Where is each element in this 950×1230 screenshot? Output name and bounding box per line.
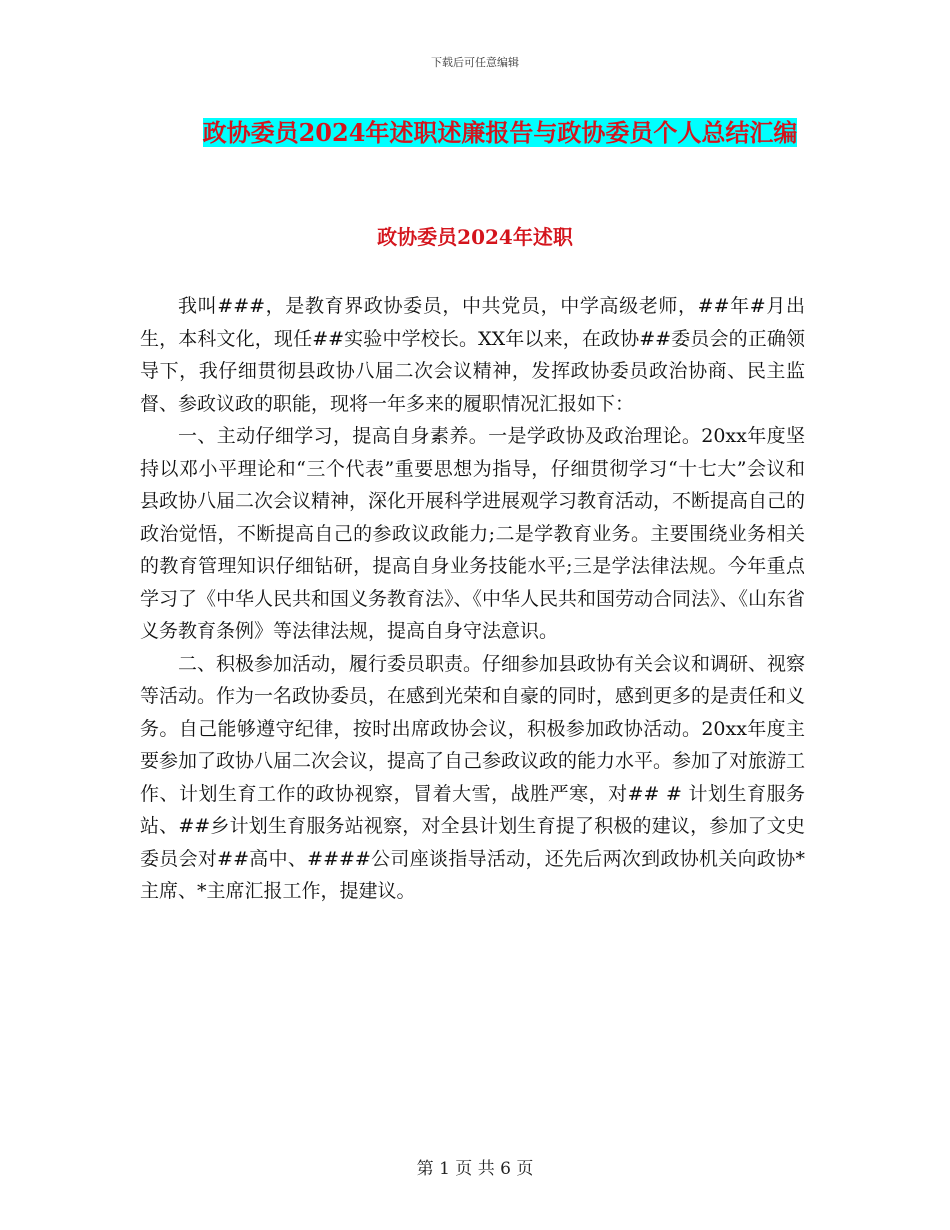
paragraph-intro: 我叫###，是教育界政协委员，中共党员，中学高级老师，##年#月出生，本科文化，现任##实验中学校长。XX年以来，在政协##委员会的正确领导下，我仔细贯彻县政协八届二次会议精神，发挥政协委员政治协商、民主监督、参政议政的职能，现将一年多来的履职情况汇报如下： xyxy=(140,295,805,415)
document-title-text: 政协委员2024年述职述廉报告与政协委员个人总结汇编 xyxy=(202,118,798,147)
section-title: 政协委员2024年述职 xyxy=(377,225,573,249)
document-title xyxy=(140,110,860,156)
page-number: 第 1 页 共 6 页 xyxy=(416,1159,534,1179)
page-header-note: 下载后可任意编辑 xyxy=(431,56,519,69)
paragraph-study: 一、主动仔细学习，提高自身素养。一是学政协及政治理论。20xx年度坚持以邓小平理论和“三个代表”重要思想为指导，仔细贯彻学习“十七大”会议和县政协八届二次会议精神，深化开展科学进展观学习教育活动，不断提高自己的政治觉悟，不断提高自己的参政议政能力;二是学教育业务。主要围绕业务相关的教育管理知识仔细钻研，提高自身业务技能水平;三是学法律法规。今年重点学习了《中华人民共和国义务教育法》、《中华人民共和国劳动合同法》、《山东省义务教育条例》等法律法规，提高自身守法意识。 xyxy=(140,425,806,642)
document-body xyxy=(140,290,805,908)
paragraph-activities: 二、积极参加活动，履行委员职责。仔细参加县政协有关会议和调研、视察等活动。作为一名政协委员，在感到光荣和自豪的同时，感到更多的是责任和义务。自己能够遵守纪律，按时出席政协会议，积极参加政协活动。20xx年度主要参加了政协八届二次会议，提高了自己参政议政的能力水平。参加了对旅游工作、计划生育工作的政协视察，冒着大雪，战胜严寒，对## # 计划生育服务站、##乡计划生育服务站视察，对全县计划生育提了积极的建议，参加了文史委员会对##高中、####公司座谈指导活动，还先后两次到政协机关向政协*主席、*主席汇报工作，提建议。 xyxy=(140,652,806,902)
